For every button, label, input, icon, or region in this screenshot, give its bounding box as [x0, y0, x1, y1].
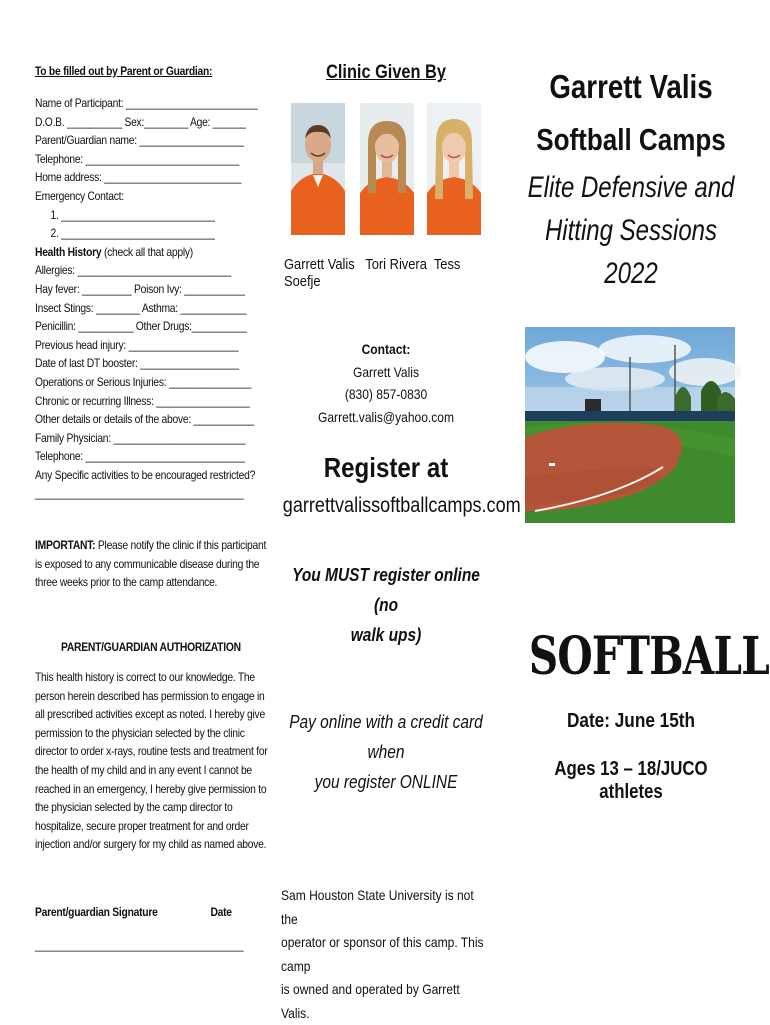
- authorization-line: injection and/or surgery for my child as named above.: [35, 837, 267, 852]
- health-line-physician-phone[interactable]: Telephone: _____________________________: [35, 449, 245, 464]
- health-line-operations[interactable]: Operations or Serious Injuries: _______________: [35, 374, 252, 389]
- form-line-dob[interactable]: D.O.B. __________ Sex:________ Age: ______: [35, 114, 246, 129]
- camp-date: Date: June 15th: [566, 710, 696, 732]
- emergency-contact-1[interactable]: 1. ____________________________: [50, 207, 215, 222]
- form-line-telephone[interactable]: Telephone: ____________________________: [35, 151, 240, 166]
- form-line-emergency: Emergency Contact:: [35, 188, 124, 203]
- pay-line-2: you register ONLINE: [314, 772, 458, 792]
- important-line-3: three weeks prior to the camp attendance.: [35, 575, 218, 590]
- camp-title-line-1: Garrett Valis: [549, 68, 713, 105]
- health-line-insect[interactable]: Insect Stings: ________ Asthma: ____________: [35, 300, 247, 315]
- coach-names: [284, 256, 490, 290]
- disclaimer: [281, 884, 487, 1025]
- coach-photo-garrett: [291, 103, 345, 235]
- form-line-guardian[interactable]: Parent/Guardian name: ___________________: [35, 133, 244, 148]
- payment-notice: [283, 707, 489, 797]
- participant-info-block: [35, 94, 258, 503]
- sport-title: SOFTBALL: [528, 626, 769, 687]
- authorization-line: permission to the physician selected by the clinic: [35, 725, 245, 740]
- disclaimer-line-1: Sam Houston State University is not the: [281, 887, 474, 927]
- important-line-2: is exposed to any communicable disease during the: [35, 556, 260, 571]
- authorization-title: PARENT/GUARDIAN AUTHORIZATION: [61, 640, 241, 654]
- important-notice: [35, 536, 267, 592]
- health-history-title: Health History: [35, 244, 102, 259]
- form-heading: To be filled out by Parent or Guardian:: [35, 64, 213, 78]
- health-line-activities: Any Specific activities to be encouraged restricted?: [35, 467, 256, 482]
- health-line-allergies[interactable]: Allergies: ____________________________: [35, 263, 231, 278]
- clinic-title: Clinic Given By: [326, 62, 446, 83]
- authorization-text: [35, 668, 268, 854]
- authorization-line: all prescribed activities except as noted. I hereby give: [35, 707, 265, 722]
- register-url[interactable]: garrettvalissoftballcamps.com: [282, 494, 521, 517]
- coach-photo-tess: [427, 103, 481, 235]
- health-line-physician[interactable]: Family Physician: ________________________: [35, 430, 246, 445]
- form-line-address[interactable]: Home address: _________________________: [35, 170, 242, 185]
- camp-subtitle-line-1: Elite Defensive and: [527, 171, 735, 204]
- important-line-1: Please notify the clinic if this participant: [95, 538, 267, 552]
- must-register-notice: [283, 560, 489, 650]
- authorization-line: person herein described has permission to engage in: [35, 688, 265, 703]
- health-line-head-injury[interactable]: Previous head injury: ____________________: [35, 337, 239, 352]
- health-history-note: (check all that apply): [101, 244, 193, 259]
- authorization-line: the health of my child and in any event I cannot be: [35, 762, 252, 777]
- camp-details-panel: [520, 0, 769, 1024]
- pay-line-1: Pay online with a credit card when: [289, 712, 483, 762]
- authorization-line: hospitalize, secure proper treatment for and order: [35, 818, 249, 833]
- coach-photo-tori: [360, 103, 414, 235]
- health-line-penicillin[interactable]: Penicillin: __________ Other Drugs:__________: [35, 319, 247, 334]
- camp-subtitle-line-2: Hitting Sessions 2022: [544, 214, 718, 290]
- disclaimer-line-3: is owned and operated by Garrett Valis.: [281, 981, 460, 1021]
- camp-ages: Ages 13 – 18/JUCO athletes: [554, 758, 708, 803]
- health-history-heading: [35, 243, 248, 262]
- must-register-line-2: walk ups): [350, 625, 422, 645]
- coach-name-tori: Tori Rivera: [365, 256, 427, 273]
- contact-label: Contact:: [361, 341, 411, 357]
- authorization-line: reached in an emergency, I hereby give permission to: [35, 781, 267, 796]
- health-line-activities-blank[interactable]: ______________________________________: [35, 486, 244, 501]
- date-label: Date: [210, 905, 232, 919]
- coach-name-tess: Tess Soefje: [284, 256, 461, 290]
- authorization-line: This health history is correct to our knowledge. The: [35, 670, 255, 684]
- clinic-info-panel: [276, 0, 521, 1024]
- authorization-line: the physician selected by the camp director to: [35, 800, 233, 815]
- health-line-hayfever[interactable]: Hay fever: _________ Poison Ivy: ___________: [35, 281, 245, 296]
- signature-row: [35, 903, 248, 922]
- coach-name-garrett: Garrett Valis: [284, 256, 355, 273]
- disclaimer-line-2: operator or sponsor of this camp. This camp: [281, 934, 484, 974]
- contact-name: Garrett Valis: [352, 363, 420, 380]
- emergency-contact-2[interactable]: 2. ____________________________: [50, 226, 215, 241]
- contact-block: [276, 338, 496, 428]
- register-title: Register at: [323, 452, 449, 483]
- authorization-line: director to order x-rays, routine tests and treatment for: [35, 744, 268, 759]
- signature-label: Parent/guardian Signature: [35, 905, 158, 919]
- camp-title-line-2: Softball Camps: [536, 122, 726, 157]
- form-line-participant[interactable]: Name of Participant: ________________________: [35, 96, 258, 110]
- health-line-dt-booster[interactable]: Date of last DT booster: __________________: [35, 356, 239, 371]
- health-line-chronic[interactable]: Chronic or recurring Illness: _________________: [35, 393, 250, 408]
- contact-email[interactable]: Garrett.valis@yahoo.com: [317, 408, 455, 425]
- important-label: IMPORTANT:: [35, 538, 96, 552]
- health-line-other[interactable]: Other details or details of the above: ___________: [35, 412, 254, 427]
- contact-phone[interactable]: (830) 857-0830: [344, 386, 428, 403]
- must-register-line-1: You MUST register online (no: [292, 565, 480, 615]
- signature-line[interactable]: ______________________________________: [35, 938, 244, 952]
